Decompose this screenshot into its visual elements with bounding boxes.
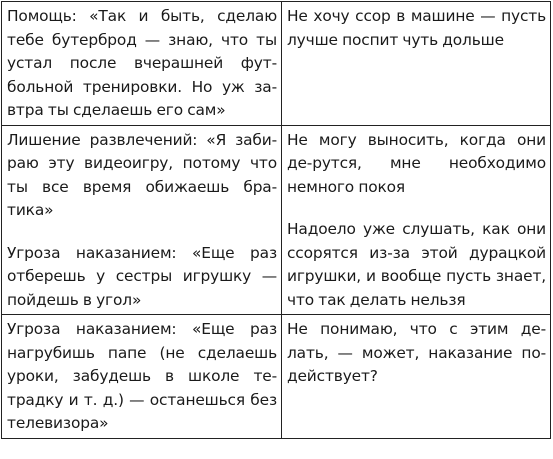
table-row xyxy=(2,125,551,315)
reason-cell xyxy=(282,2,551,126)
reason-text: Не хочу ссор в машине — пусть лучше поспит чуть дольше xyxy=(287,7,546,49)
method-text: Лишение развлечений: «Я заби-раю эту видеоигру, потому что ты все время обижаешь бра-тика» xyxy=(7,130,277,219)
reason-text: Не могу выносить, когда они де-рутся, мне необходимо немного покоя xyxy=(287,130,546,196)
method-cell xyxy=(2,125,282,315)
method-cell xyxy=(2,315,282,439)
method-text: Помощь: «Так и быть, сделаю тебе бутерброд — знаю, что ты устал после вчерашней фут-больной тренировки. Но уж за-втра ты сделаешь его сам» xyxy=(7,7,277,119)
method-text: Угроза наказанием: «Еще раз отберешь у сестры игрушку — пойдешь в угол» xyxy=(7,243,277,309)
reason-text: Не понимаю, что с этим де-лать, — может, наказание по-действует? xyxy=(287,320,546,385)
table-row xyxy=(2,315,551,439)
reason-cell xyxy=(282,125,551,315)
method-cell xyxy=(2,2,282,126)
reason-text: Надоело уже слушать, как они ссорятся из-за этой дурацкой игрушки, и вообще пусть знает, что так делать нельзя xyxy=(287,220,546,309)
reason-cell xyxy=(282,315,551,439)
parenting-table xyxy=(1,1,551,439)
method-text: Угроза наказанием: «Еще раз нагрубишь папе (не сделаешь уроки, забудешь в школе те-традку и т. д.) — останешься без телевизора» xyxy=(7,320,277,432)
table-row xyxy=(2,2,551,126)
